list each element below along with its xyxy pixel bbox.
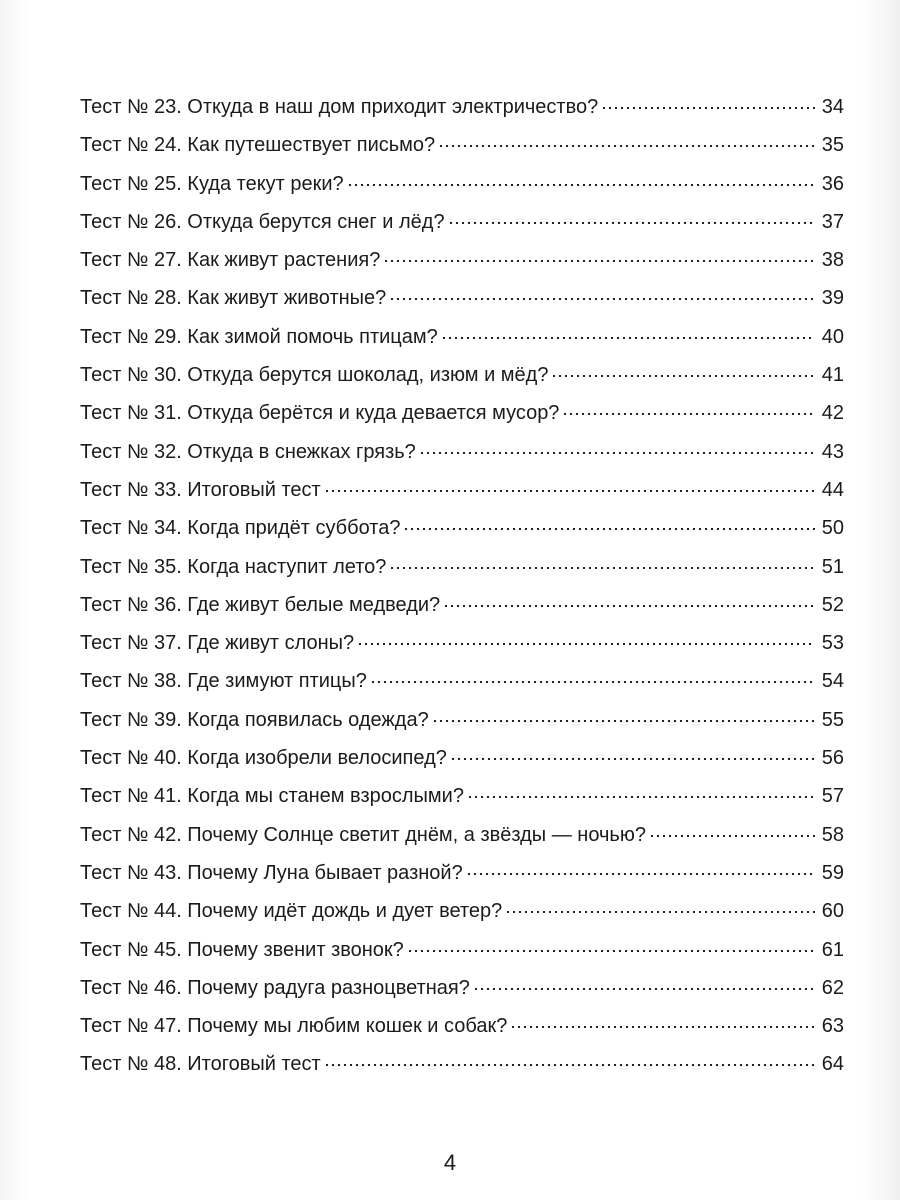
toc-dot-leader [448, 222, 815, 224]
toc-dot-leader [450, 758, 815, 760]
toc-entry [80, 356, 844, 394]
toc-dot-leader [403, 528, 815, 530]
toc-entry-title: Тест № 31. Откуда берётся и куда девается мусор? [80, 402, 560, 425]
toc-dot-leader [370, 681, 815, 683]
toc-dot-leader [505, 911, 815, 913]
toc-dot-leader [389, 298, 815, 300]
toc-dot-leader [438, 145, 815, 147]
toc-entry-page: 62 [821, 976, 844, 999]
toc-entry-title: Тест № 46. Почему радуга разноцветная? [80, 976, 470, 999]
toc-entry-title: Тест № 32. Откуда в снежках грязь? [80, 440, 416, 463]
toc-entry [80, 1007, 844, 1045]
toc-entry [80, 662, 844, 700]
toc-entry [80, 165, 844, 203]
toc-entry-title: Тест № 38. Где зимуют птицы? [80, 670, 367, 693]
toc-entry-title: Тест № 27. Как живут растения? [80, 249, 381, 272]
toc-dot-leader [443, 605, 815, 607]
toc-entry [80, 88, 844, 126]
toc-entry [80, 816, 844, 854]
page-number: 4 [443, 1150, 457, 1175]
toc-entry [80, 126, 844, 164]
toc-dot-leader [383, 260, 815, 262]
toc-entry-page: 54 [821, 670, 844, 693]
toc-entry-title: Тест № 23. Откуда в наш дом приходит электричество? [80, 96, 599, 118]
toc-entry [80, 586, 844, 624]
toc-entry-page: 56 [821, 747, 844, 770]
toc-dot-leader [562, 413, 815, 415]
toc-entry-page: 34 [821, 96, 844, 118]
toc-entry [80, 241, 844, 279]
toc-entry-title: Тест № 29. Как зимой помочь птицам? [80, 325, 438, 348]
toc-entry-page: 38 [821, 249, 844, 272]
toc-entry [80, 701, 844, 739]
toc-entry [80, 777, 844, 815]
toc-dot-leader [407, 950, 815, 952]
toc-entry-page: 42 [821, 402, 844, 425]
toc-dot-leader [467, 796, 815, 798]
toc-entry-title: Тест № 24. Как путешествует письмо? [80, 134, 436, 157]
toc-entry [80, 318, 844, 356]
toc-dot-leader [466, 873, 815, 875]
toc-entry-title: Тест № 37. Где живут слоны? [80, 632, 355, 655]
toc-entry [80, 969, 844, 1007]
toc-dot-leader [601, 107, 815, 109]
toc-entry-page: 37 [821, 210, 844, 233]
toc-entry [80, 394, 844, 432]
toc-entry-page: 41 [821, 364, 844, 387]
toc-entry-page: 58 [821, 823, 844, 846]
toc-dot-leader [551, 375, 815, 377]
table-of-contents [80, 88, 844, 1084]
toc-entry [80, 279, 844, 317]
toc-entry-page: 53 [821, 632, 844, 655]
toc-dot-leader [324, 1064, 815, 1066]
toc-dot-leader [473, 988, 815, 990]
toc-entry [80, 471, 844, 509]
toc-entry-page: 64 [821, 1053, 844, 1076]
toc-entry-title: Тест № 30. Откуда берутся шоколад, изюм и мёд? [80, 364, 549, 387]
toc-entry-page: 63 [821, 1015, 844, 1038]
toc-entry [80, 548, 844, 586]
toc-entry-page: 61 [821, 938, 844, 961]
toc-entry-page: 59 [821, 861, 844, 884]
toc-entry [80, 892, 844, 930]
toc-entry-title: Тест № 28. Как живут животные? [80, 287, 387, 310]
toc-dot-leader [441, 337, 815, 339]
toc-dot-leader [649, 835, 815, 837]
toc-entry-page: 43 [821, 440, 844, 463]
toc-dot-leader [357, 643, 815, 645]
toc-entry-page: 39 [821, 287, 844, 310]
toc-entry-title: Тест № 39. Когда появилась одежда? [80, 708, 429, 731]
toc-dot-leader [347, 184, 815, 186]
toc-entry-page: 57 [821, 785, 844, 808]
toc-entry-page: 50 [821, 517, 844, 540]
toc-entry-title: Тест № 40. Когда изобрели велосипед? [80, 747, 447, 770]
toc-entry-page: 52 [821, 593, 844, 616]
toc-entry-title: Тест № 26. Откуда берутся снег и лёд? [80, 210, 445, 233]
toc-entry-title: Тест № 48. Итоговый тест [80, 1053, 321, 1076]
toc-entry [80, 624, 844, 662]
toc-entry-page: 40 [821, 325, 844, 348]
toc-entry [80, 931, 844, 969]
toc-dot-leader [389, 567, 815, 569]
toc-entry-page: 35 [821, 134, 844, 157]
toc-dot-leader [419, 452, 815, 454]
toc-entry-title: Тест № 25. Куда текут реки? [80, 172, 344, 195]
toc-entry-page: 51 [821, 555, 844, 578]
toc-entry-title: Тест № 41. Когда мы станем взрослыми? [80, 785, 464, 808]
toc-entry [80, 203, 844, 241]
toc-entry-title: Тест № 47. Почему мы любим кошек и собак? [80, 1015, 508, 1038]
toc-dot-leader [324, 490, 815, 492]
toc-entry-title: Тест № 36. Где живут белые медведи? [80, 593, 441, 616]
toc-entry-page: 55 [821, 708, 844, 731]
toc-entry-page: 44 [821, 478, 844, 501]
toc-entry-title: Тест № 33. Итоговый тест [80, 478, 321, 501]
toc-entry-title: Тест № 43. Почему Луна бывает разной? [80, 861, 463, 884]
toc-entry [80, 509, 844, 547]
toc-entry-page: 60 [821, 900, 844, 923]
toc-dot-leader [432, 720, 815, 722]
toc-entry [80, 1045, 844, 1083]
toc-entry-title: Тест № 35. Когда наступит лето? [80, 555, 387, 578]
toc-entry [80, 739, 844, 777]
toc-entry-title: Тест № 45. Почему звенит звонок? [80, 938, 404, 961]
toc-entry [80, 433, 844, 471]
toc-entry [80, 854, 844, 892]
toc-entry-page: 36 [821, 172, 844, 195]
toc-entry-title: Тест № 44. Почему идёт дождь и дует ветер? [80, 900, 503, 923]
toc-dot-leader [510, 1026, 815, 1028]
toc-entry-title: Тест № 42. Почему Солнце светит днём, а звёзды — ночью? [80, 823, 646, 846]
toc-entry-title: Тест № 34. Когда придёт суббота? [80, 517, 401, 540]
